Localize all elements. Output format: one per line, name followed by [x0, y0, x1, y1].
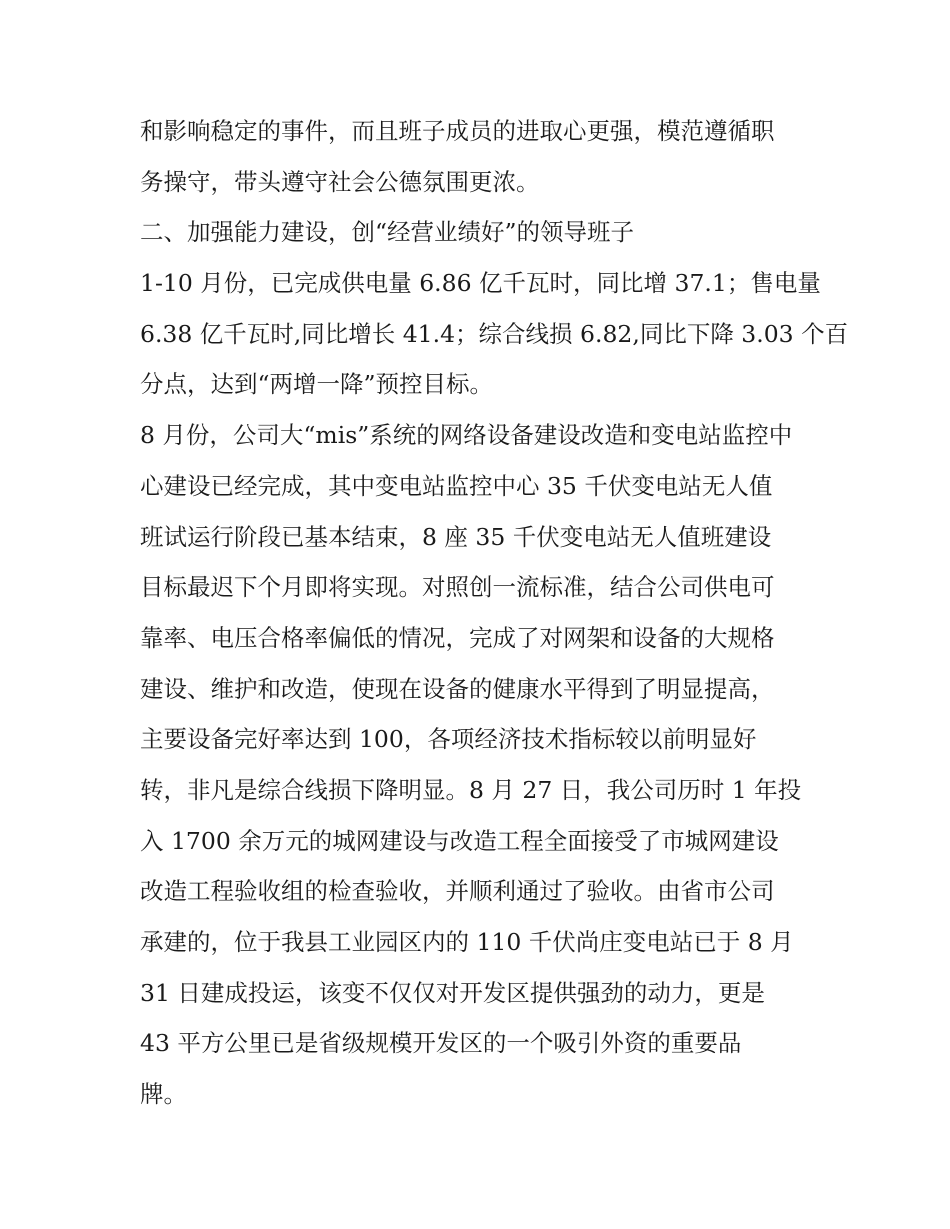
text-line: 31 日建成投运，该变不仅仅对开发区提供强劲的动力，更是 — [140, 978, 765, 1007]
text-line: 6.38 亿千瓦时,同比增长 41.4；综合线损 6.82,同比下降 3.03 个百 — [140, 319, 849, 348]
text-line: 务操守，带头遵守社会公德氛围更浓。 — [140, 167, 540, 196]
text-line: 班试运行阶段已基本结束，8 座 35 千伏变电站无人值班建设 — [140, 522, 772, 551]
text-line: 转，非凡是综合线损下降明显。8 月 27 日，我公司历时 1 年投 — [140, 775, 802, 804]
text-line: 目标最迟下个月即将实现。对照创一流标准，结合公司供电可 — [140, 573, 775, 602]
text-line: 和影响稳定的事件，而且班子成员的进取心更强，模范遵循职 — [140, 117, 775, 145]
text-line: 入 1700 余万元的城网建设与改造工程全面接受了市城网建设 — [140, 826, 779, 855]
text-line: 改造工程验收组的检查验收，并顺利通过了验收。由省市公司 — [140, 877, 775, 906]
text-line: 8 月份，公司大“mis”系统的网络设备建设改造和变电站监控中 — [140, 421, 793, 450]
text-line: 43 平方公里已是省级规模开发区的一个吸引外资的重要品 — [140, 1029, 742, 1058]
section-heading: 二、加强能力建设，创“经营业绩好”的领导班子 — [140, 218, 635, 247]
document-body — [140, 106, 849, 1120]
text-line: 心建设已经完成，其中变电站监控中心 35 千伏变电站无人值 — [140, 471, 773, 500]
text-line: 分点，达到“两增一降”预控目标。 — [140, 370, 494, 399]
text-line: 靠率、电压合格率偏低的情况，完成了对网架和设备的大规格 — [140, 623, 775, 652]
text-line: 承建的，位于我县工业园区内的 110 千伏尚庄变电站已于 8 月 — [140, 928, 794, 956]
text-line: 1-10 月份，已完成供电量 6.86 亿千瓦时，同比增 37.1；售电量 — [140, 269, 821, 298]
text-line: 牌。 — [140, 1080, 187, 1109]
text-line: 主要设备完好率达到 100，各项经济技术指标较以前明显好 — [140, 725, 757, 754]
text-line: 建设、维护和改造，使现在设备的健康水平得到了明显提高， — [140, 674, 775, 703]
